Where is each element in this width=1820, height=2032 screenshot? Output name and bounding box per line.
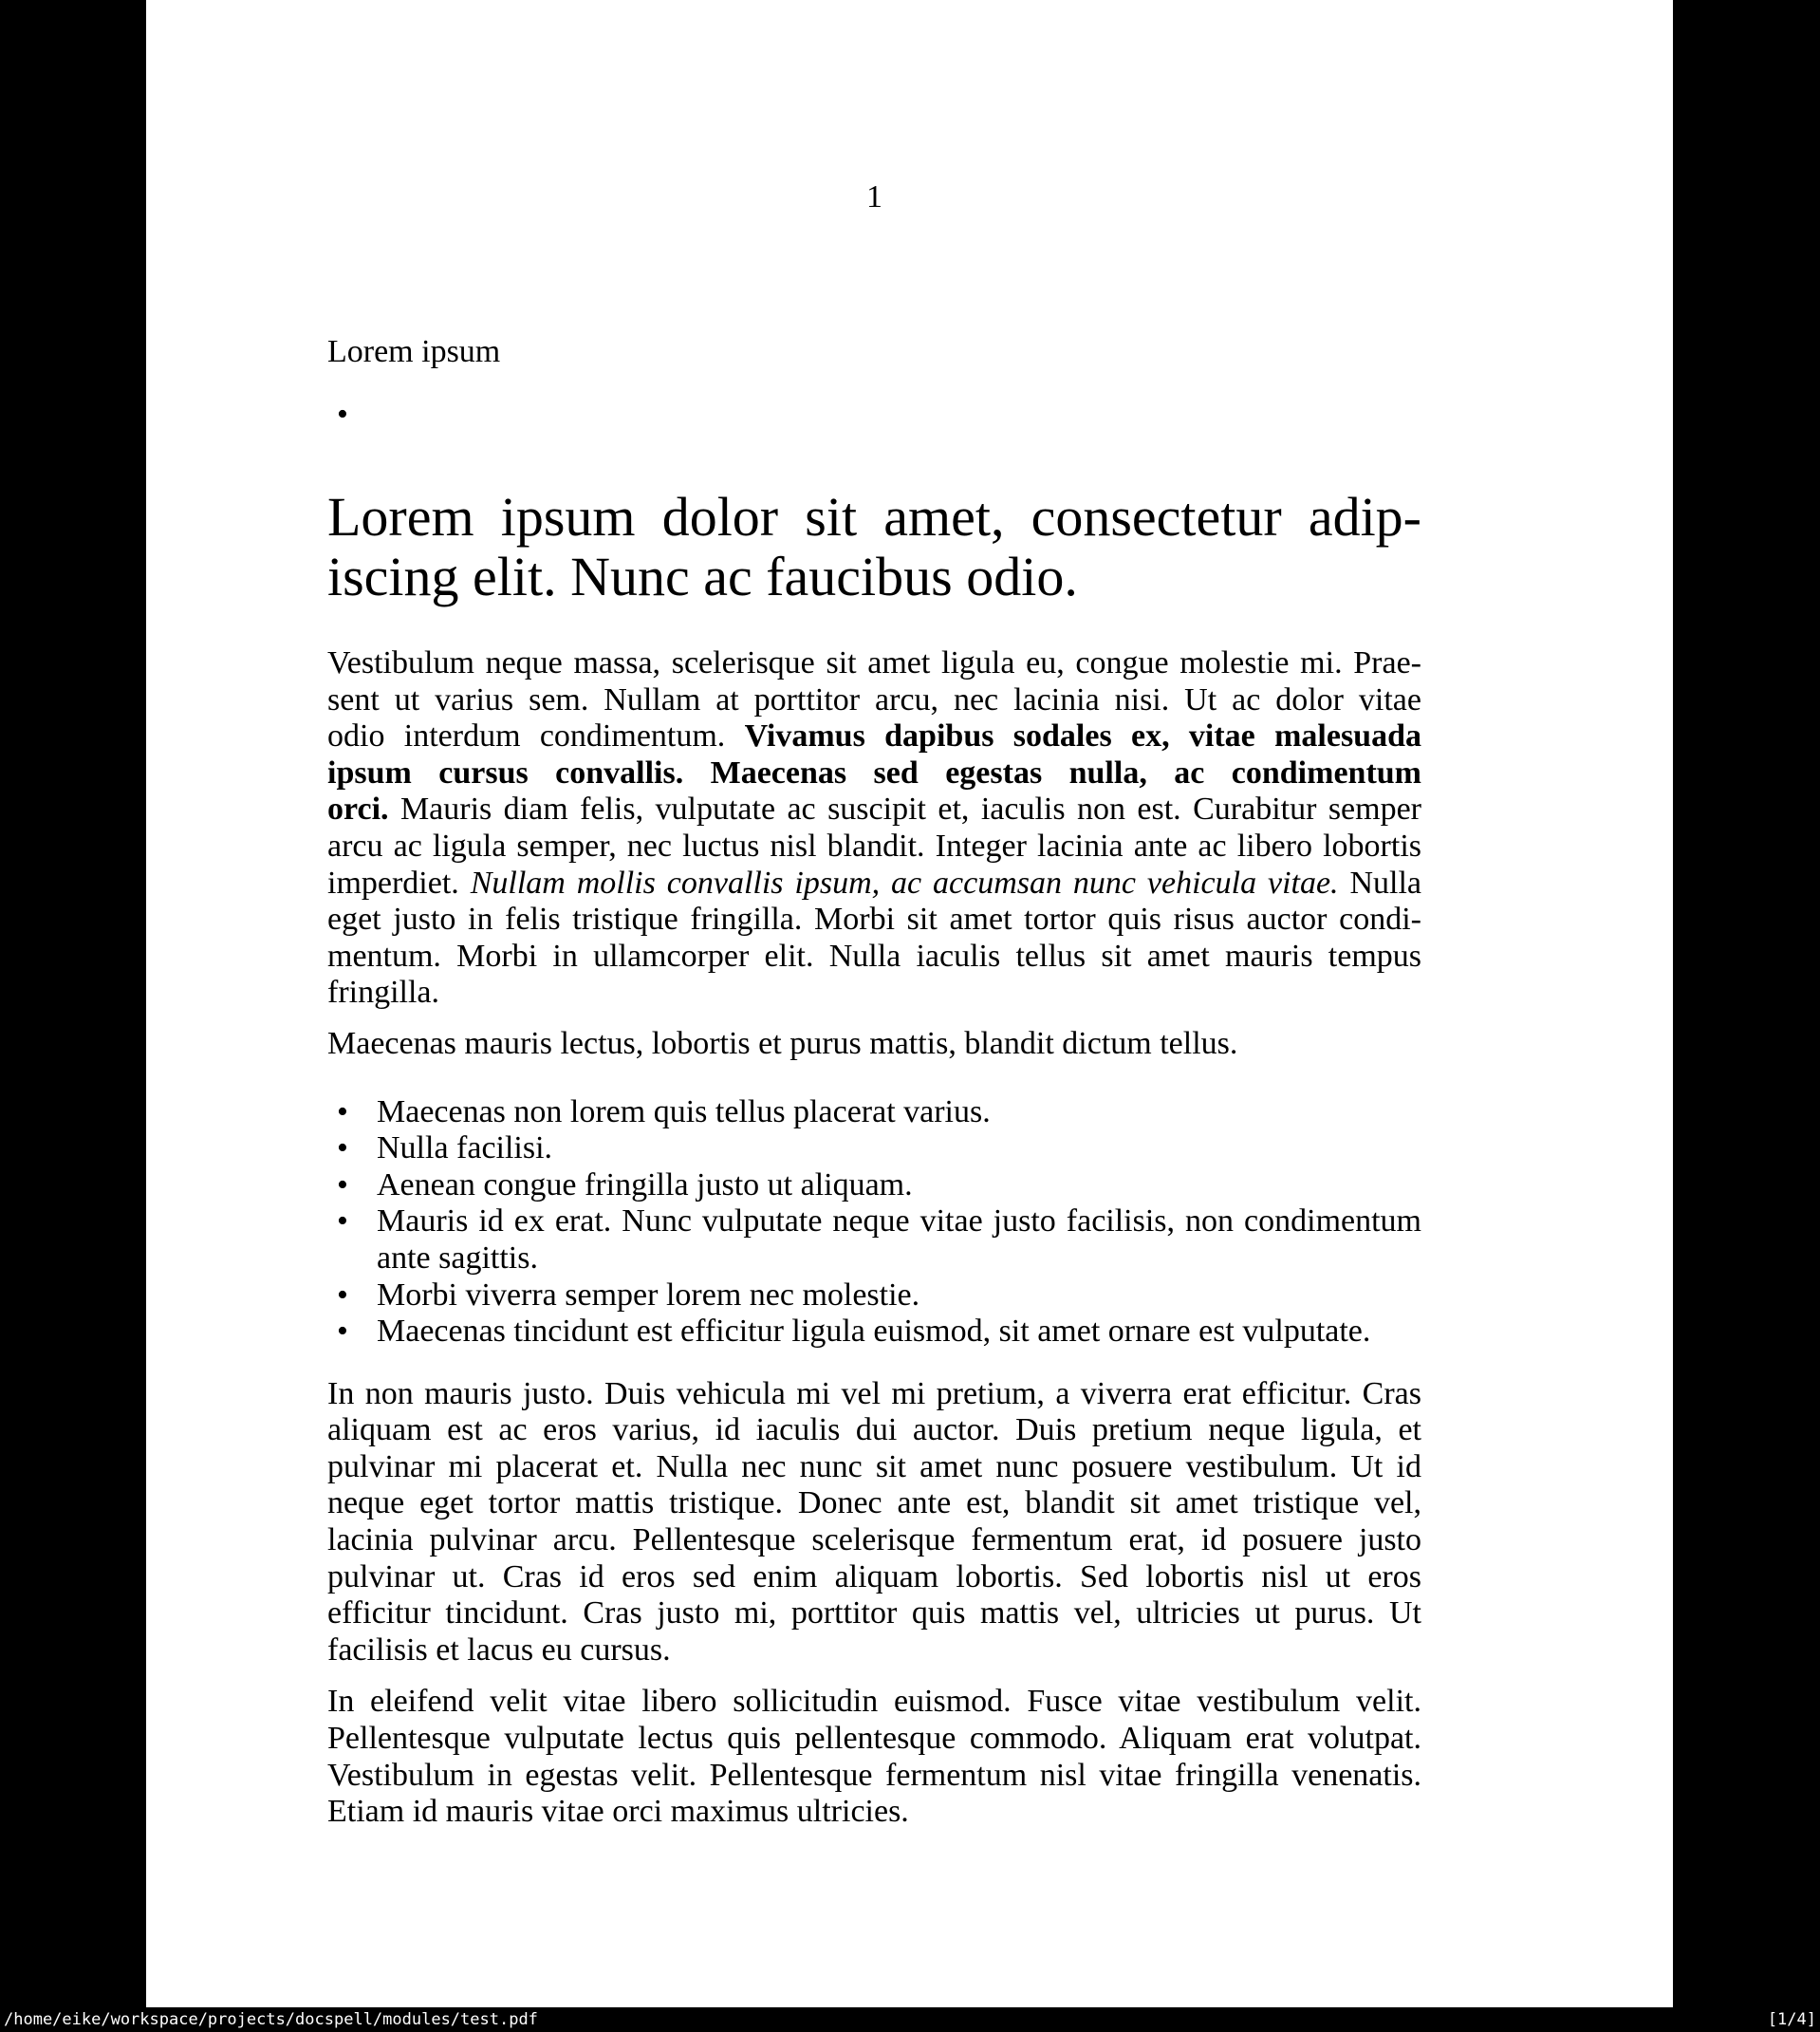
list-item-text (377, 1167, 1421, 1204)
paragraph (327, 1026, 1421, 1063)
bullet-icon: • (337, 1314, 348, 1350)
text-line: neque eget tortor mattis tristique. Donec ante est, blandit sit amet tristique vel, (327, 1485, 1421, 1521)
page-content (327, 0, 1421, 1831)
list-item (327, 1277, 1421, 1314)
text-line: Aenean congue fringilla justo ut aliquam. (377, 1166, 913, 1202)
title-line (327, 487, 1421, 547)
text-line: Morbi viverra semper lorem nec molestie. (377, 1277, 920, 1313)
list-item (327, 1130, 1421, 1167)
text-line: Mauris id ex erat. Nunc vulputate neque vitae justo facilisis, non condimentum (377, 1203, 1421, 1240)
text-line: In eleifend velit vitae libero sollicitudin euismod. Fusce vitae vestibulum velit. (327, 1684, 1421, 1720)
page-number: 1 (866, 179, 882, 214)
list-item-text (377, 1094, 1421, 1131)
intro-text: Lorem ipsum (327, 334, 501, 369)
text-line: imperdiet. Nullam mollis convallis ipsum, ac accumsan nunc vehicula vitae. Nulla (327, 865, 1422, 901)
title-line-text: iscing elit. Nunc ac faucibus odio. (327, 546, 1078, 607)
text-line: ante sagittis. (377, 1240, 538, 1276)
text-line: ipsum cursus convallis. Maecenas sed egestas nulla, ac condimentum (327, 755, 1421, 791)
text-line: Vestibulum neque massa, scelerisque sit amet ligula eu, congue molestie mi. Prae- (327, 645, 1421, 680)
text-line: Nulla facilisi. (377, 1130, 553, 1166)
text-line: arcu ac ligula semper, nec luctus nisl blandit. Integer lacinia ante ac libero lobortis (327, 828, 1421, 864)
document-body (327, 645, 1421, 1831)
bullet-icon: • (337, 397, 348, 432)
text-line: Vestibulum in egestas velit. Pellentesque fermentum nisl vitae fringilla venenatis. (327, 1757, 1421, 1793)
text-line: facilisis et lacus eu cursus. (327, 1631, 671, 1668)
text-line: pulvinar mi placerat et. Nulla nec nunc sit amet nunc posuere vestibulum. Ut id (327, 1448, 1421, 1484)
text-line: eget justo in felis tristique fringilla. Morbi sit amet tortor quis risus auctor condi- (327, 902, 1421, 938)
paragraph (327, 1376, 1421, 1669)
list-item-text (377, 1314, 1421, 1351)
text-line: efficitur tincidunt. Cras justo mi, porttitor quis mattis vel, ultricies ut purus. Ut (327, 1595, 1421, 1631)
text-line: Maecenas non lorem quis tellus placerat varius. (377, 1093, 991, 1129)
text-line: odio interdum condimentum. Vivamus dapibus sodales ex, vitae malesuada (327, 718, 1421, 755)
bullet-icon: • (337, 1166, 348, 1202)
text-line: In non mauris justo. Duis vehicula mi vel mi pretium, a viverra erat efficitur. Cras (327, 1375, 1421, 1411)
list-item (327, 1167, 1421, 1204)
bullet-icon: • (337, 1277, 348, 1313)
list-item-text (377, 1277, 1421, 1314)
title-line (327, 547, 1421, 606)
text-line: orci. Mauris diam felis, vulputate ac suscipit et, iaculis non est. Curabitur semper (327, 792, 1422, 828)
list-item-text (377, 1130, 1421, 1167)
paragraph (327, 1684, 1421, 1830)
pdf-page (146, 0, 1673, 2007)
text-line: Maecenas tincidunt est efficitur ligula euismod, sit amet ornare est vulputate. (377, 1314, 1371, 1350)
text-line: Maecenas mauris lectus, lobortis et purus mattis, blandit dictum tellus. (327, 1025, 1238, 1061)
statusbar-page-indicator: [1/4] (1767, 2010, 1816, 2029)
list-item (327, 1314, 1421, 1351)
list-item-text (377, 1203, 1421, 1277)
text-line: pulvinar ut. Cras id eros sed enim aliquam lobortis. Sed lobortis nisl ut eros (327, 1558, 1421, 1594)
text-line: Etiam id mauris vitae orci maximus ultricies. (327, 1794, 909, 1830)
text-line: aliquam est ac eros varius, id iaculis dui auctor. Duis pretium neque ligula, et (327, 1412, 1421, 1448)
bullet-list (327, 1094, 1421, 1351)
title-line-text: Lorem ipsum dolor sit amet, consectetur adip- (327, 486, 1421, 548)
list-item (327, 1094, 1421, 1131)
list-item (327, 1203, 1421, 1277)
text-line: mentum. Morbi in ullamcorper elit. Nulla iaculis tellus sit amet mauris tempus (327, 938, 1421, 974)
statusbar-file-path: /home/eike/workspace/projects/docspell/modules/test.pdf (4, 2010, 538, 2029)
bullet-icon: • (337, 1130, 348, 1166)
text-line: fringilla. (327, 975, 440, 1011)
bullet-icon: • (337, 1093, 348, 1129)
text-line: sent ut varius sem. Nullam at porttitor arcu, nec lacinia nisi. Ut ac dolor vitae (327, 681, 1421, 718)
text-line: lacinia pulvinar arcu. Pellentesque scelerisque fermentum erat, id posuere justo (327, 1522, 1421, 1558)
bullet-icon: • (337, 1203, 348, 1240)
text-line: Pellentesque vulputate lectus quis pellentesque commodo. Aliquam erat volutpat. (327, 1721, 1421, 1757)
document-title (327, 487, 1421, 606)
paragraph (327, 645, 1421, 1012)
statusbar (0, 2007, 1820, 2032)
